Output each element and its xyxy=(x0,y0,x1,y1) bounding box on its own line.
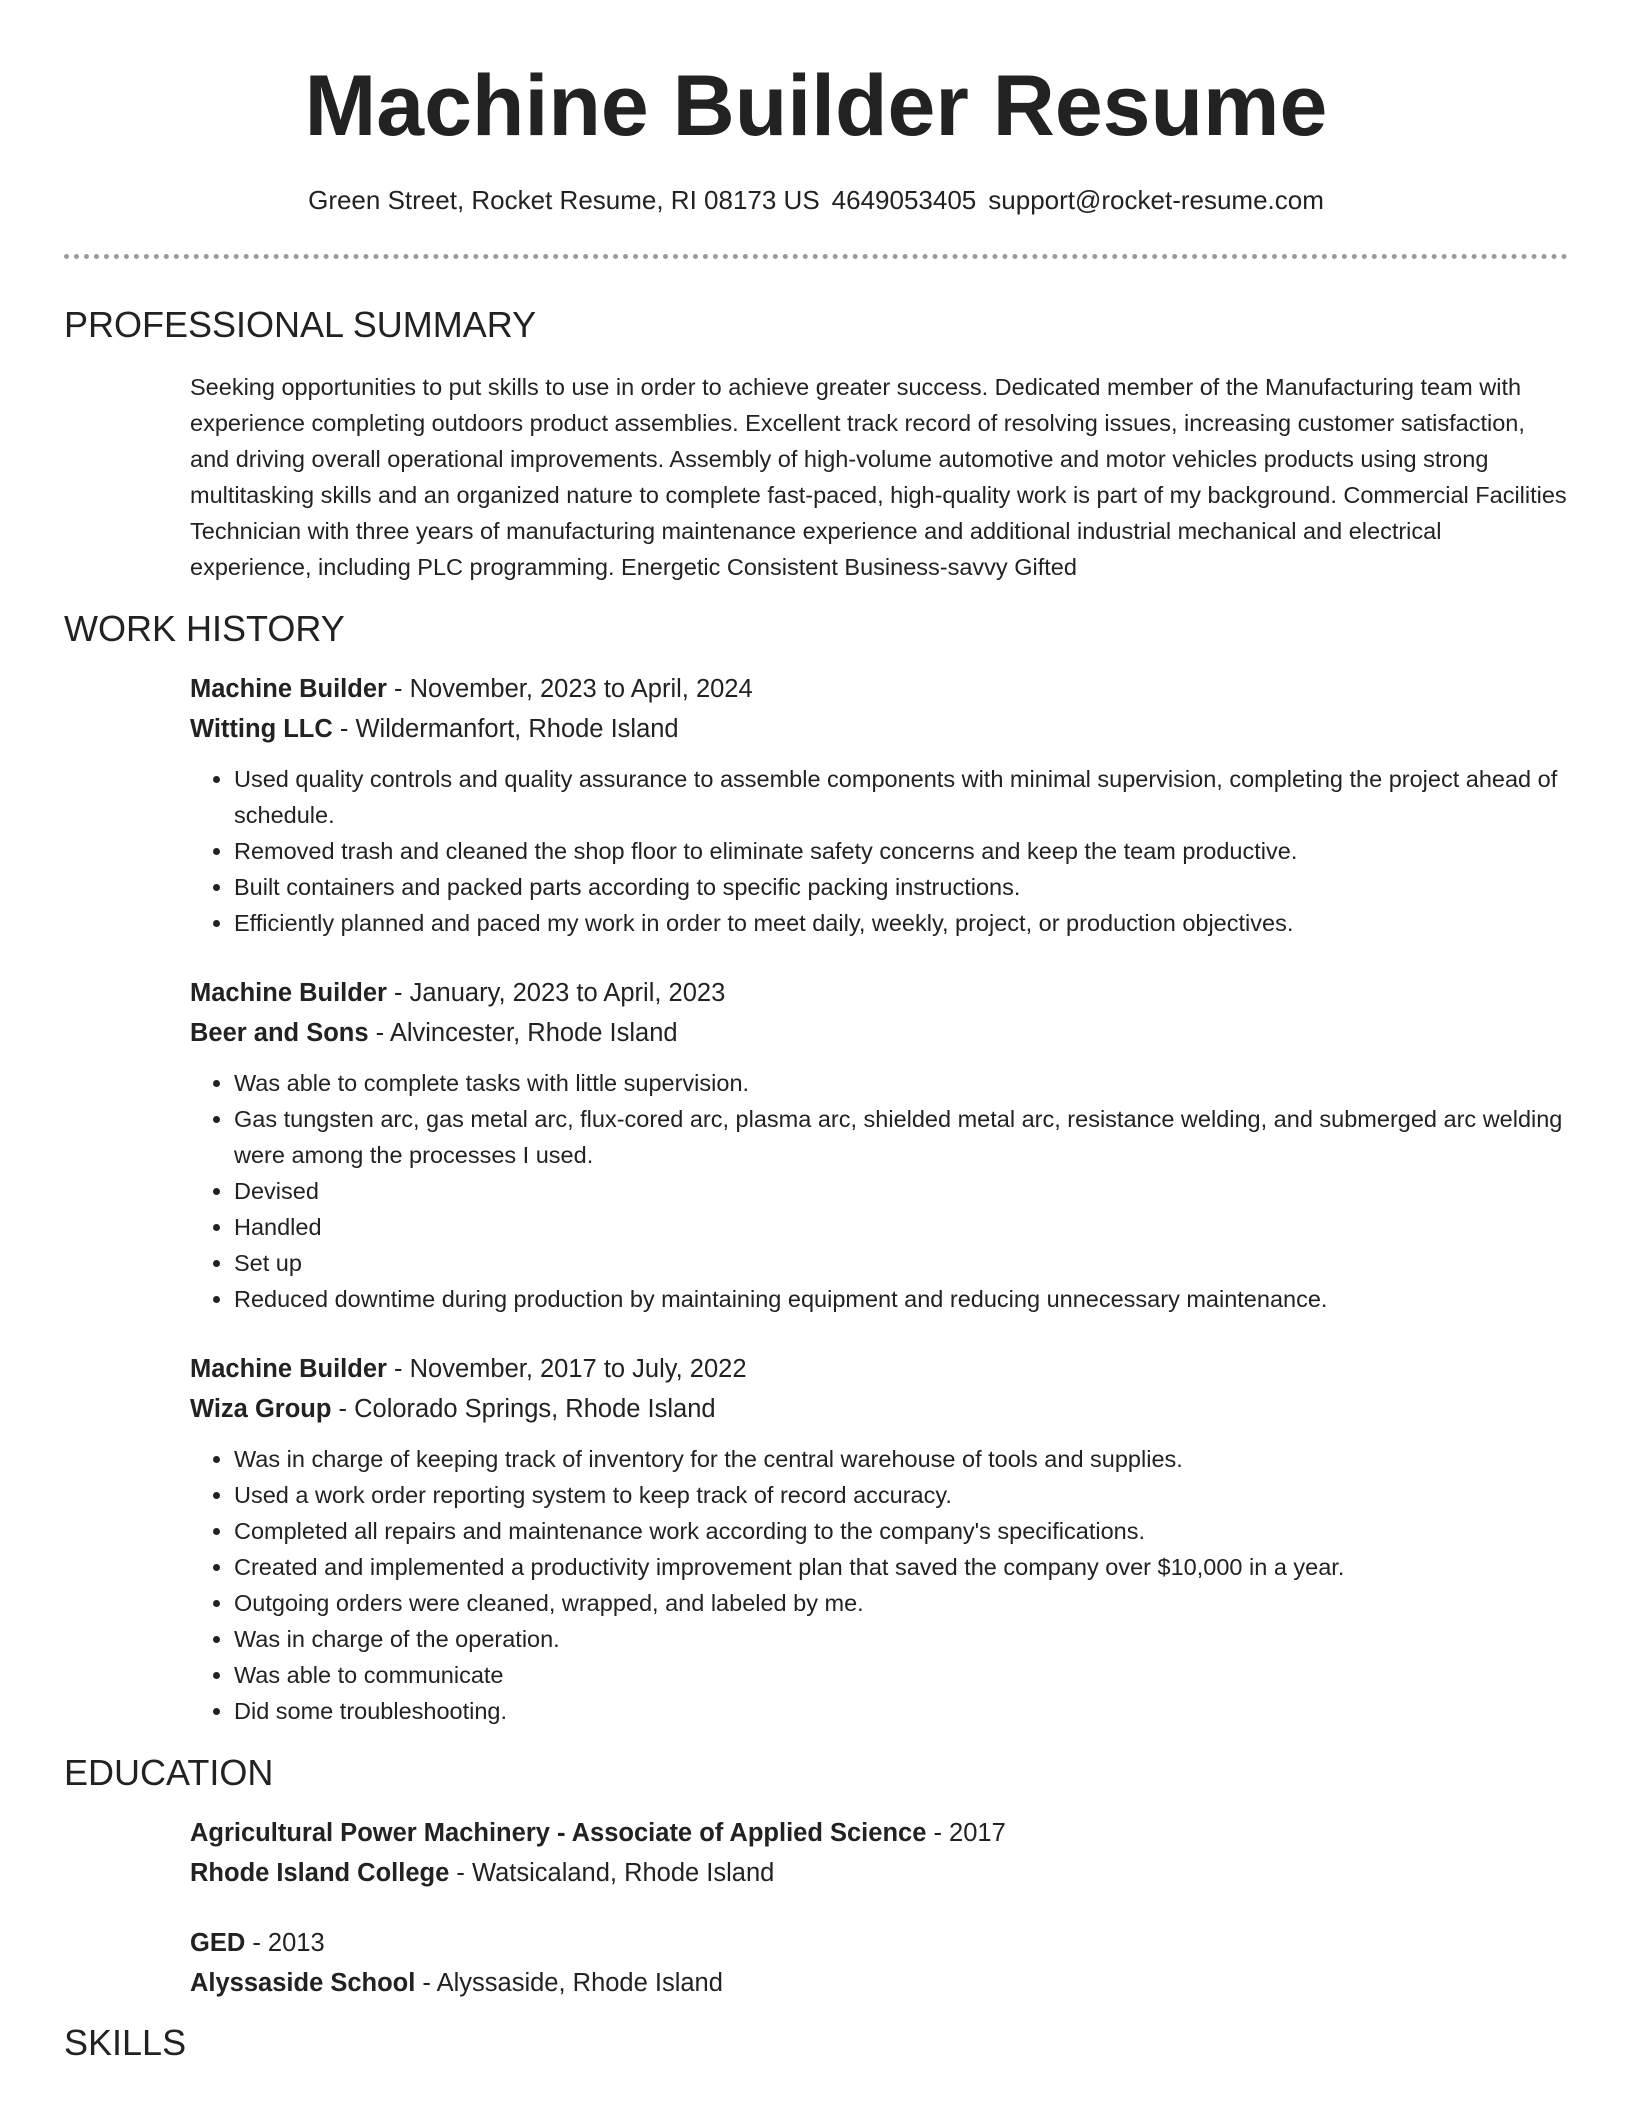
job-title-line xyxy=(190,1349,1568,1389)
summary-section xyxy=(64,303,1568,585)
job-bullet: • Completed all repairs and maintenance work according to the company's specifications. xyxy=(234,1513,1568,1549)
education-school-line xyxy=(190,1963,1568,2003)
job-bullets xyxy=(190,1065,1568,1317)
job-bullets xyxy=(190,1441,1568,1729)
job-company: Witting LLC xyxy=(190,715,333,743)
job-dates: - November, 2023 to April, 2024 xyxy=(386,675,753,703)
job-entry xyxy=(190,973,1568,1317)
job-title: Machine Builder xyxy=(190,979,387,1007)
summary-heading: PROFESSIONAL SUMMARY xyxy=(64,304,537,345)
contact-email: support@rocket-resume.com xyxy=(988,185,1324,215)
job-bullet: • Gas tungsten arc, gas metal arc, flux-cored arc, plasma arc, shielded metal arc, resistance welding, and submerged arc welding were among the processes I used. xyxy=(234,1101,1568,1173)
resume-page xyxy=(64,0,1568,2065)
education-degree-line xyxy=(190,1813,1568,1853)
job-bullet: • Removed trash and cleaned the shop floor to eliminate safety concerns and keep the team productive. xyxy=(234,833,1568,869)
education-heading: EDUCATION xyxy=(64,1752,274,1793)
job-location: - Alvincester, Rhode Island xyxy=(368,1019,678,1047)
education-entry xyxy=(190,1813,1568,1893)
header-divider xyxy=(64,254,1568,259)
job-company-line xyxy=(190,1389,1568,1429)
skills-heading: SKILLS xyxy=(64,2022,187,2063)
job-dates: - November, 2017 to July, 2022 xyxy=(386,1355,747,1383)
job-bullets xyxy=(190,761,1568,941)
job-title-line xyxy=(190,973,1568,1013)
job-bullet: • Used a work order reporting system to keep track of record accuracy. xyxy=(234,1477,1568,1513)
job-dates: - January, 2023 to April, 2023 xyxy=(386,979,726,1007)
job-bullet: • Was able to complete tasks with little supervision. xyxy=(234,1065,1568,1101)
job-bullet: • Reduced downtime during production by maintaining equipment and reducing unnecessary maintenance. xyxy=(234,1281,1568,1317)
job-bullet: • Efficiently planned and paced my work in order to meet daily, weekly, project, or production objectives. xyxy=(234,905,1568,941)
resume-title: Machine Builder Resume xyxy=(304,58,1328,154)
job-bullet: • Set up xyxy=(234,1245,1568,1281)
education-entry xyxy=(190,1923,1568,2003)
job-company-line xyxy=(190,1013,1568,1053)
education-degree: GED xyxy=(190,1929,246,1957)
skills-section xyxy=(64,2021,1568,2065)
job-bullet: • Devised xyxy=(234,1173,1568,1209)
job-entry xyxy=(190,1349,1568,1729)
summary-text: Seeking opportunities to put skills to use in order to achieve greater success. Dedicated member of the Manufacturing team with experience completing outdoors product assemblies. Excellent track record of resolving issues, increasing customer satisfaction, and driving overall operational improvements. Assembly of high-volume automotive and motor vehicles products using strong multitasking skills and an organized nature to complete fast-paced, high-quality work is part of my background. Commercial Facilities Technician with three years of manufacturing maintenance experience and additional industrial mechanical and electrical experience, including PLC programming. Energetic Consistent Business-savvy Gifted xyxy=(190,374,1567,580)
education-degree-line xyxy=(190,1923,1568,1963)
work-history-section xyxy=(64,607,1568,1729)
education-school-line xyxy=(190,1853,1568,1893)
job-bullet: • Was in charge of keeping track of inventory for the central warehouse of tools and supplies. xyxy=(234,1441,1568,1477)
job-company: Beer and Sons xyxy=(190,1019,369,1047)
job-location: - Wildermanfort, Rhode Island xyxy=(332,715,679,743)
job-bullet: • Used quality controls and quality assurance to assemble components with minimal supervision, completing the project ahead of schedule. xyxy=(234,761,1568,833)
education-school: Alyssaside School xyxy=(190,1969,416,1997)
education-year: - 2017 xyxy=(926,1819,1006,1847)
job-bullet: • Did some troubleshooting. xyxy=(234,1693,1568,1729)
education-school: Rhode Island College xyxy=(190,1859,450,1887)
education-year: - 2013 xyxy=(245,1929,325,1957)
job-bullet: • Outgoing orders were cleaned, wrapped, and labeled by me. xyxy=(234,1585,1568,1621)
job-bullet: • Built containers and packed parts according to specific packing instructions. xyxy=(234,869,1568,905)
job-bullet: • Handled xyxy=(234,1209,1568,1245)
education-degree: Agricultural Power Machinery - Associate of Applied Science xyxy=(190,1819,927,1847)
job-title-line xyxy=(190,669,1568,709)
job-title: Machine Builder xyxy=(190,675,387,703)
contact-line xyxy=(64,182,1568,218)
education-location: - Alyssaside, Rhode Island xyxy=(415,1969,723,1997)
job-bullet: • Was in charge of the operation. xyxy=(234,1621,1568,1657)
job-bullet: • Created and implemented a productivity improvement plan that saved the company over $10,000 in a year. xyxy=(234,1549,1568,1585)
education-section xyxy=(64,1751,1568,2003)
contact-address: Green Street, Rocket Resume, RI 08173 US xyxy=(308,185,820,215)
education-location: - Watsicaland, Rhode Island xyxy=(449,1859,775,1887)
job-title: Machine Builder xyxy=(190,1355,387,1383)
job-entry xyxy=(190,669,1568,941)
job-company: Wiza Group xyxy=(190,1395,332,1423)
work-history-heading: WORK HISTORY xyxy=(64,608,345,649)
job-bullet: • Was able to communicate xyxy=(234,1657,1568,1693)
job-company-line xyxy=(190,709,1568,749)
contact-phone: 4649053405 xyxy=(831,185,977,215)
job-location: - Colorado Springs, Rhode Island xyxy=(331,1395,716,1423)
